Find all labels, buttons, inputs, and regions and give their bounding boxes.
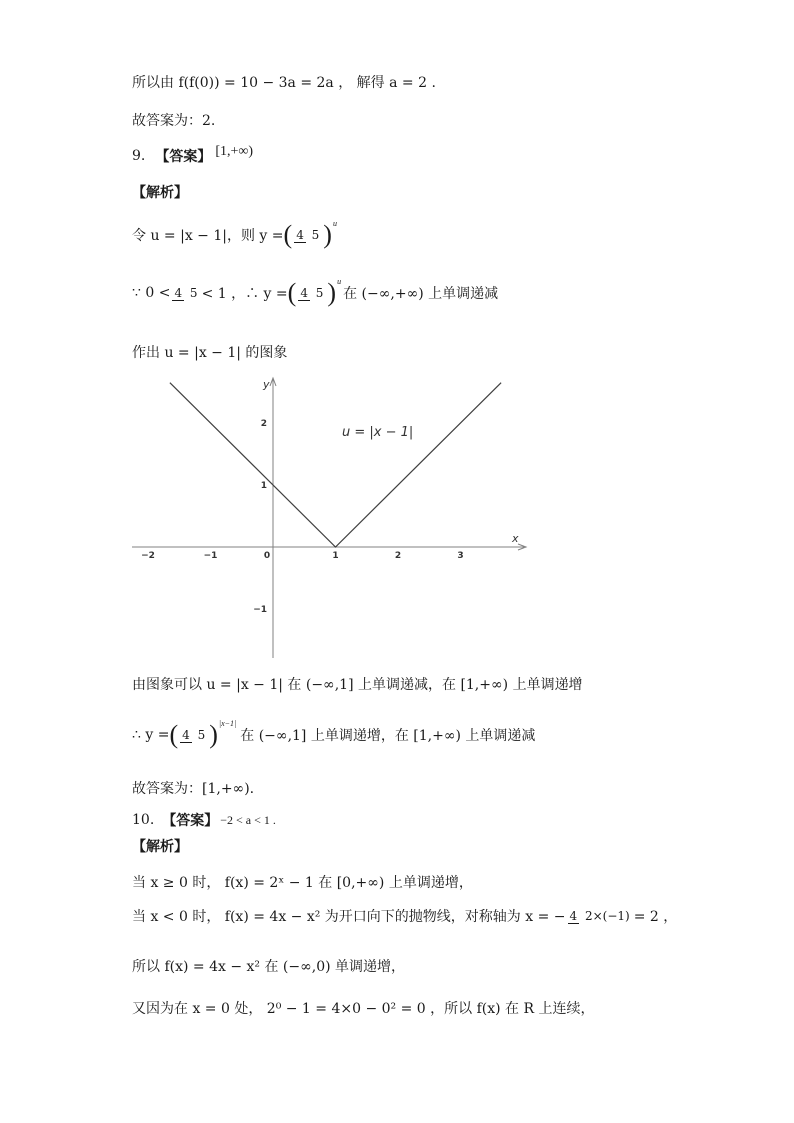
y-tick-label: −1: [253, 605, 267, 615]
fraction-denominator: 5: [315, 285, 324, 300]
text-line-8: 由图象可以 u = |x − 1| 在 (−∞,1] 上单调递减，在 [1,+∞) 上单调递增: [132, 677, 583, 693]
analysis-tag: 【解析】: [132, 839, 188, 855]
x-tick-label: 1: [332, 551, 339, 561]
paren-left: (: [287, 278, 297, 307]
question-9-answer: [132, 146, 253, 166]
abs-value-graph: [130, 372, 530, 662]
question-number: 10.: [132, 812, 155, 828]
text-line-6c: 在 (−∞,+∞) 上单调递减: [343, 286, 499, 302]
text-line-2: 故答案为：2.: [132, 113, 216, 129]
y-axis-label: y: [263, 378, 270, 391]
solution-line-15: [132, 956, 405, 976]
paren-right: ): [209, 720, 218, 749]
paren-right: ): [323, 220, 332, 249]
solution-line-9: [132, 718, 536, 749]
fraction-numerator: 4: [569, 908, 578, 923]
x-tick-label: 3: [457, 551, 464, 561]
text-line-1: 所以由 f(f(0)) = 10 − 3a = 2a ， 解得 a = 2 .: [132, 75, 436, 91]
fraction: [172, 286, 199, 301]
fraction: [568, 909, 632, 924]
fraction-denominator: 2×(−1): [584, 908, 630, 923]
fraction: [298, 286, 325, 301]
answer-line-9: [132, 778, 254, 798]
answer-value: −2 < a < 1 .: [220, 812, 276, 827]
x-tick-label: −2: [141, 551, 155, 561]
text-line-14a: 当 x < 0 时， f(x) = 4x − x² 为开口向下的抛物线，对称轴为 x = −: [132, 909, 566, 925]
exponent: |x−1|: [218, 718, 237, 728]
text-line-14b: = 2 ，: [633, 909, 678, 925]
fraction-denominator: 5: [189, 285, 198, 300]
answer-tag: 【答案】: [155, 149, 212, 165]
answer-tag: 【答案】: [162, 813, 219, 829]
text-line-6b: < 1 ，∴ y =: [201, 286, 288, 302]
fraction-denominator: 5: [311, 227, 320, 242]
text-line-5: 令 u = |x − 1|，则 y =: [132, 228, 284, 244]
x-tick-label: 2: [394, 551, 402, 561]
text-line-9c: 在 (−∞,1] 上单调递增，在 [1,+∞) 上单调递减: [240, 728, 536, 744]
analysis-tag: 【解析】: [132, 185, 188, 201]
series-line: [170, 383, 501, 547]
exponent: u: [332, 218, 337, 228]
analysis-heading-9: [132, 182, 188, 202]
answer-line-8: [132, 110, 215, 130]
paren-left: (: [169, 720, 179, 749]
solution-line-16: [132, 998, 595, 1018]
fraction-numerator: 4: [182, 727, 190, 742]
fraction-numerator: 4: [174, 285, 183, 300]
fraction: [180, 728, 207, 743]
solution-line-14: [132, 906, 677, 926]
text-line-9a: ∴ y =: [132, 727, 170, 743]
solution-line-6: [132, 276, 499, 307]
fraction-numerator: 4: [300, 285, 308, 300]
x-tick-label: −1: [203, 551, 218, 561]
fraction-denominator: 5: [197, 727, 206, 742]
y-tick-label: 1: [260, 481, 267, 491]
text-line-16: 又因为在 x = 0 处， 2⁰ − 1 = 4×0 − 0² = 0 ，所以 f(x) 在 R 上连续，: [132, 1001, 595, 1017]
analysis-heading-10: [132, 836, 188, 856]
x-tick-label: 0: [263, 551, 271, 561]
question-number: 9.: [132, 148, 146, 164]
fraction-numerator: 4: [296, 227, 304, 242]
paren-left: (: [283, 220, 293, 249]
text-line-15: 所以 f(x) = 4x − x² 在 (−∞,0) 单调递增，: [132, 959, 406, 975]
paren-right: ): [327, 278, 337, 307]
solution-line-7: [132, 342, 287, 362]
exponent: u: [337, 276, 342, 286]
question-10-answer: [132, 810, 276, 830]
x-axis-label: x: [512, 532, 519, 545]
solution-line-5: [132, 218, 337, 249]
fraction: [294, 228, 321, 243]
solution-line-8: [132, 674, 583, 694]
text-line-10: 故答案为：[1,+∞).: [132, 781, 255, 797]
y-tick-label: 2: [260, 419, 267, 429]
text-line-7: 作出 u = |x − 1| 的图象: [132, 345, 288, 361]
solution-line-1: [132, 72, 436, 92]
answer-value: [1,+∞): [215, 144, 254, 159]
graph-annotation: u = |x − 1|: [342, 425, 414, 440]
text-line-13: 当 x ≥ 0 时， f(x) = 2ˣ − 1 在 [0,+∞) 上单调递增，: [132, 875, 473, 891]
solution-line-13: [132, 872, 473, 892]
text-line-6a: ∵ 0 <: [132, 285, 171, 301]
